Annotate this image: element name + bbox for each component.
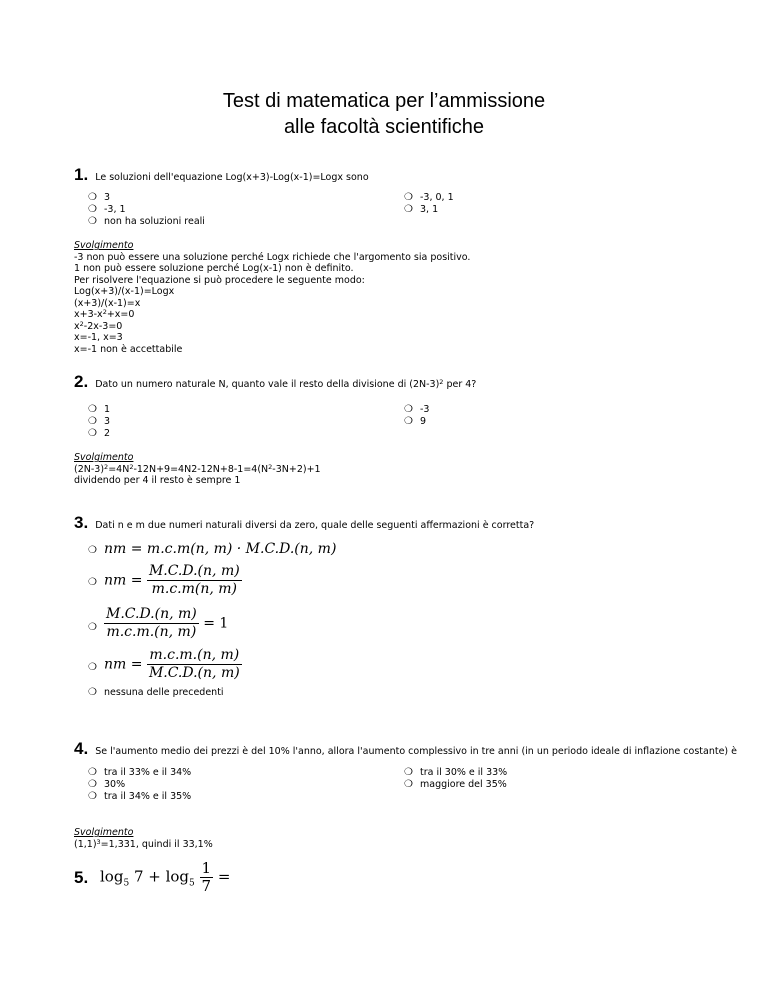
q2-option-b[interactable]: ❍ 3 [88, 416, 111, 427]
solution-line: x=-1 non è accettabile [74, 343, 183, 355]
solution-line: Per risolvere l'equazione si può procedere le seguente modo: [74, 274, 365, 286]
q3-option-a: nm = m.c.m(n, m) · M.C.D.(n, m) [104, 541, 337, 557]
radio-circle-icon[interactable]: ❍ [404, 416, 413, 427]
q4-solution [74, 827, 213, 850]
radio-circle-icon[interactable]: ❍ [88, 204, 97, 215]
radio-circle-icon[interactable]: ❍ [88, 216, 97, 227]
question-number: 1. [74, 165, 89, 184]
fraction: $\frac{M.C.D.(n, m)}{m.c.m.(n, m)}$ [106, 606, 197, 640]
solution-line: x=-1, x=3 [74, 332, 123, 343]
q3-option-b-bullet[interactable] [88, 577, 104, 589]
q4-option-a[interactable]: ❍ tra il 33% e il 34% [88, 767, 192, 778]
document-title [0, 88, 768, 140]
q5-expression: $\log_5 7 + \log_5$ $\frac{1}{7}$ = [100, 859, 231, 895]
q3-option-c-bullet[interactable] [88, 622, 104, 634]
question-number: 3. [74, 513, 89, 532]
question-text: Se l'aumento medio dei prezzi è del 10% l'anno, allora l'aumento complessivo in tre anni (in un periodo ideale di inflazione costante) è [95, 746, 737, 757]
radio-circle-icon[interactable]: ❍ [404, 192, 413, 203]
radio-circle-icon[interactable]: ❍ [88, 545, 97, 556]
solution-line: -3 non può essere una soluzione perché Logx richiede che l'argomento sia positivo. [74, 251, 471, 263]
solution-line: Log(x+3)/(x-1)=Logx [74, 286, 175, 297]
q3-option-d: nm = $\frac{m.c.m.(n, m)}{M.C.D.(n, m)}$ [104, 647, 240, 681]
solution-label: Svolgimento [74, 827, 134, 838]
q2-option-a[interactable]: ❍ 1 [88, 404, 111, 415]
radio-circle-icon[interactable]: ❍ [404, 767, 413, 778]
q1-option-c[interactable]: ❍ non ha soluzioni reali [88, 216, 205, 227]
q3-option-a-bullet[interactable] [88, 545, 104, 557]
solution-label: Svolgimento [74, 452, 134, 463]
question-3-header [74, 513, 534, 533]
fraction: $\frac{m.c.m.(n, m)}{M.C.D.(n, m)}$ [148, 647, 240, 681]
q3-option-e[interactable]: ❍ nessuna delle precedenti [88, 687, 224, 698]
q2-solution [74, 452, 321, 487]
radio-circle-icon[interactable]: ❍ [88, 779, 97, 790]
question-number: 2. [74, 372, 89, 391]
question-1-header [74, 165, 369, 185]
question-number: 4. [74, 739, 89, 758]
q2-option-c[interactable]: ❍ 2 [88, 428, 111, 439]
q2-option-e[interactable]: ❍ 9 [404, 416, 427, 427]
question-number: 5. [74, 868, 89, 887]
radio-circle-icon[interactable]: ❍ [88, 416, 97, 427]
radio-circle-icon[interactable]: ❍ [88, 577, 97, 588]
radio-circle-icon[interactable]: ❍ [88, 404, 97, 415]
solution-line: (x+3)/(x-1)=x [74, 297, 141, 309]
question-text: Le soluzioni dell'equazione Log(x+3)-Log(x-1)=Logx sono [95, 172, 369, 183]
q1-solution [74, 240, 470, 355]
radio-circle-icon[interactable]: ❍ [404, 404, 413, 415]
title-line-1: Test di matematica per l’ammissione [222, 90, 546, 112]
radio-circle-icon[interactable]: ❍ [404, 779, 413, 790]
solution-line: $x^2-2x-3=0$ [74, 319, 123, 332]
q4-option-b[interactable]: ❍ 30% [88, 779, 126, 790]
q3-option-c: $\frac{M.C.D.(n, m)}{m.c.m.(n, m)}$ = 1 [106, 606, 229, 640]
q3-option-d-bullet[interactable] [88, 662, 104, 674]
q4-option-c[interactable]: ❍ tra il 34% e il 35% [88, 791, 192, 802]
question-2-header [74, 372, 476, 392]
title-line-2: alle facoltà scientifiche [283, 116, 485, 138]
radio-circle-icon[interactable]: ❍ [88, 687, 97, 698]
q2-option-d[interactable]: ❍ -3 [404, 404, 430, 415]
q1-option-a[interactable]: ❍ 3 [88, 192, 111, 203]
q4-option-d[interactable]: ❍ tra il 30% e il 33% [404, 767, 508, 778]
q4-option-e[interactable]: ❍ maggiore del 35% [404, 779, 507, 790]
radio-circle-icon[interactable]: ❍ [88, 767, 97, 778]
radio-circle-icon[interactable]: ❍ [404, 204, 413, 215]
radio-circle-icon[interactable]: ❍ [88, 622, 97, 633]
question-4-header [74, 739, 737, 759]
solution-line: $(2N-3)^2=4N^2-12N+9=4N2-12N+8-1=4(N^2-3N+2)+1$ [74, 462, 321, 475]
fraction: $\frac{M.C.D.(n, m)}{m.c.m(n, m)}$ [148, 563, 240, 597]
solution-line: dividendo per 4 il resto è sempre 1 [74, 475, 241, 486]
q1-option-d[interactable]: ❍ -3, 0, 1 [404, 192, 454, 203]
solution-line: $(1,1)^3=1,331$, quindi il 33,1% [74, 837, 213, 850]
fraction: $\frac{1}{7}$ [201, 859, 212, 895]
radio-circle-icon[interactable]: ❍ [88, 428, 97, 439]
question-text: Dato un numero naturale N, quanto vale il resto della divisione di $(2N-3)^2$ per 4? [95, 378, 477, 390]
question-text: Dati n e m due numeri naturali diversi da zero, quale delle seguenti affermazioni è corretta? [95, 520, 535, 531]
radio-circle-icon[interactable]: ❍ [88, 192, 97, 203]
radio-circle-icon[interactable]: ❍ [88, 662, 97, 673]
solution-label: Svolgimento [74, 240, 134, 251]
solution-line: 1 non può essere soluzione perché Log(x-1) non è definito. [74, 263, 354, 274]
q1-option-b[interactable]: ❍ -3, 1 [88, 204, 126, 215]
question-5-header [74, 868, 92, 888]
radio-circle-icon[interactable]: ❍ [88, 791, 97, 802]
q3-option-b: nm = $\frac{M.C.D.(n, m)}{m.c.m(n, m)}$ [104, 563, 240, 597]
q1-option-e[interactable]: ❍ 3, 1 [404, 204, 439, 215]
solution-line: $x+3-x^2+x=0$ [74, 308, 135, 320]
